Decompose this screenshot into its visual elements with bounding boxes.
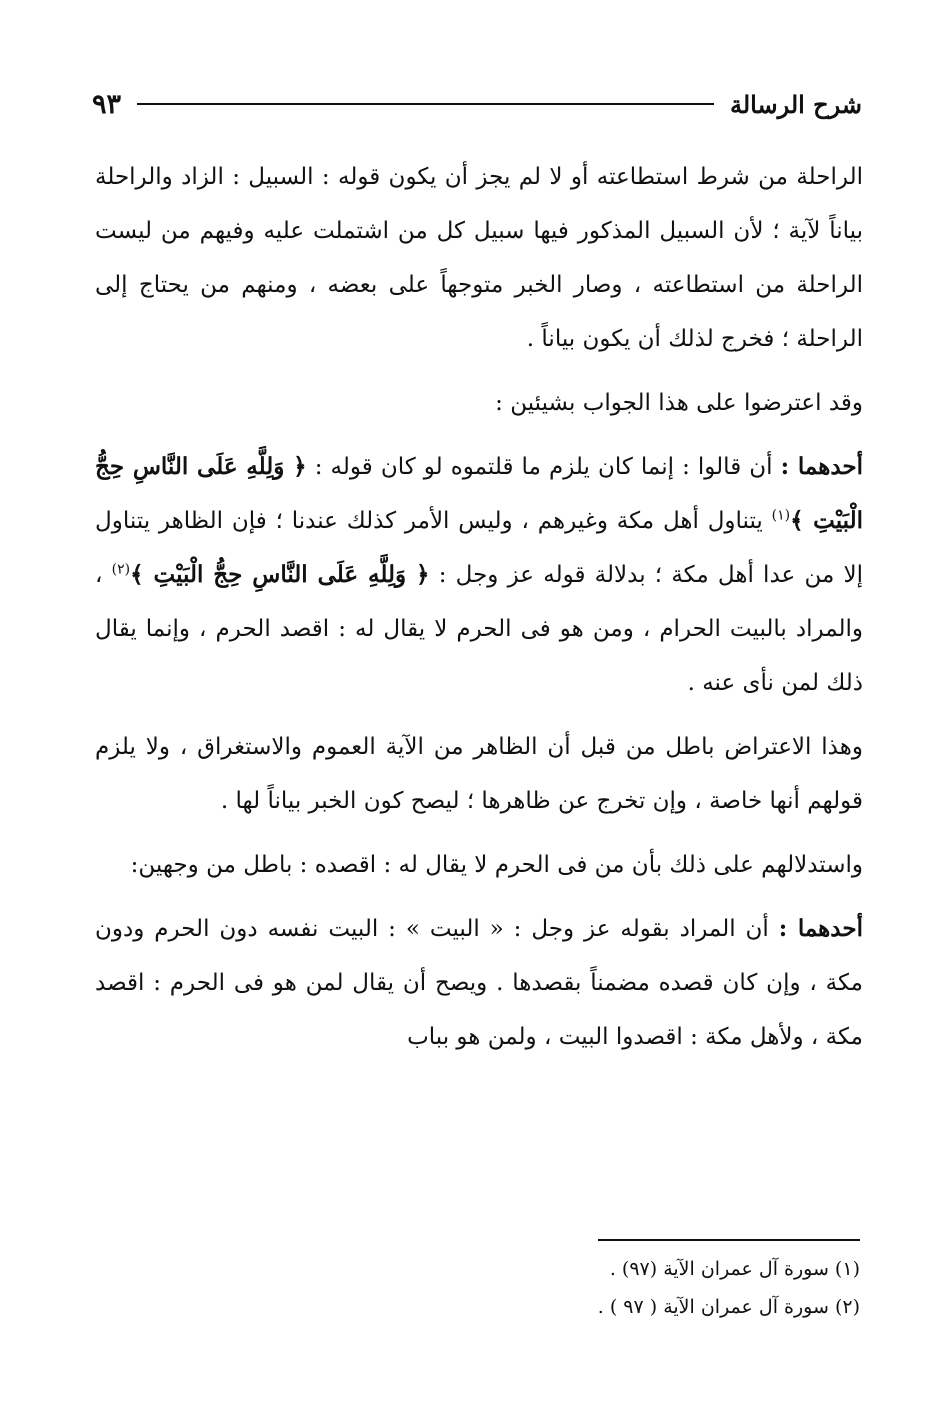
- main-text: [95, 150, 863, 1064]
- page-header: [92, 84, 862, 124]
- paragraph-2: وقد اعترضوا على هذا الجواب بشيئين :: [495, 390, 863, 416]
- paragraph-text: ، والمراد بالبيت الحرام ، ومن هو فى الحرم لا يقال له : اقصد الحرم ، وإنما يقال ذلك لمن نأى عنه .: [95, 562, 863, 696]
- paragraph-text: يتناول أهل مكة وغيرهم ، وليس الأمر كذلك عندنا ؛ فإن الظاهر يتناول إلا من عدا أهل مكة ؛ بدلالة قوله عز وجل :: [95, 508, 864, 588]
- paragraph-5: واستدلالهم على ذلك بأن من فى الحرم لا يقال له : اقصده : باطل من وجهين:: [130, 852, 863, 878]
- quran-verse: ﴿ وَلِلَّهِ عَلَى النَّاسِ حِجُّ الْبَيْتِ ﴾: [95, 453, 863, 534]
- footnote-ref: (١): [771, 507, 791, 524]
- page-number: ٩٣: [92, 88, 122, 120]
- footnote-ref: (٢): [111, 561, 131, 578]
- paragraph-3: [95, 440, 863, 710]
- paragraph-text: أن قالوا : إنما كان يلزم ما قلتموه لو كان قوله :: [314, 454, 773, 480]
- running-title: شرح الرسالة: [729, 89, 862, 119]
- footnote-2: (٢) سورة آل عمران الآية ( ٩٧ ) .: [597, 1296, 860, 1318]
- footnotes: [95, 1250, 860, 1326]
- paragraph-lead: أحدهما :: [780, 453, 864, 480]
- paragraph-text: أن المراد بقوله عز وجل : « البيت » : البيت نفسه دون الحرم ودون مكة ، وإن كان قصده مضمناً بقصدها . ويصح أن يقال لمن هو فى الحرم : اقصد مكة ، ولأهل مكة : اقصدوا البيت ، ولمن هو بباب: [95, 916, 863, 1050]
- footnote-rule: [598, 1239, 860, 1241]
- header-rule: [137, 103, 714, 105]
- paragraph-1: الراحلة من شرط استطاعته أو لا لم يجز أن يكون قوله : السبيل : الزاد والراحلة بياناً لآية ؛ لأن السبيل المذكور فيها سبيل كل من اشتملت عليه وفيهم من ليست الراحلة من استطاعته ، وصار الخبر متوجهاً على بعضه ، ومنهم من يحتاج إلى الراحلة ؛ فخرج لذلك أن يكون بياناً .: [95, 164, 863, 352]
- quran-verse: ﴿ وَلِلَّهِ عَلَى النَّاسِ حِجُّ الْبَيْتِ ﴾: [130, 561, 430, 588]
- footnote-1: (١) سورة آل عمران الآية (٩٧) .: [609, 1258, 860, 1280]
- paragraph-6: [95, 902, 863, 1064]
- paragraph-lead: أحدهما :: [778, 915, 863, 942]
- paragraph-4: وهذا الاعتراض باطل من قبل أن الظاهر من الآية العموم والاستغراق ، ولا يلزم قولهم أنها خاصة ، وإن تخرج عن ظاهرها ؛ ليصح كون الخبر بياناً لها .: [95, 734, 863, 814]
